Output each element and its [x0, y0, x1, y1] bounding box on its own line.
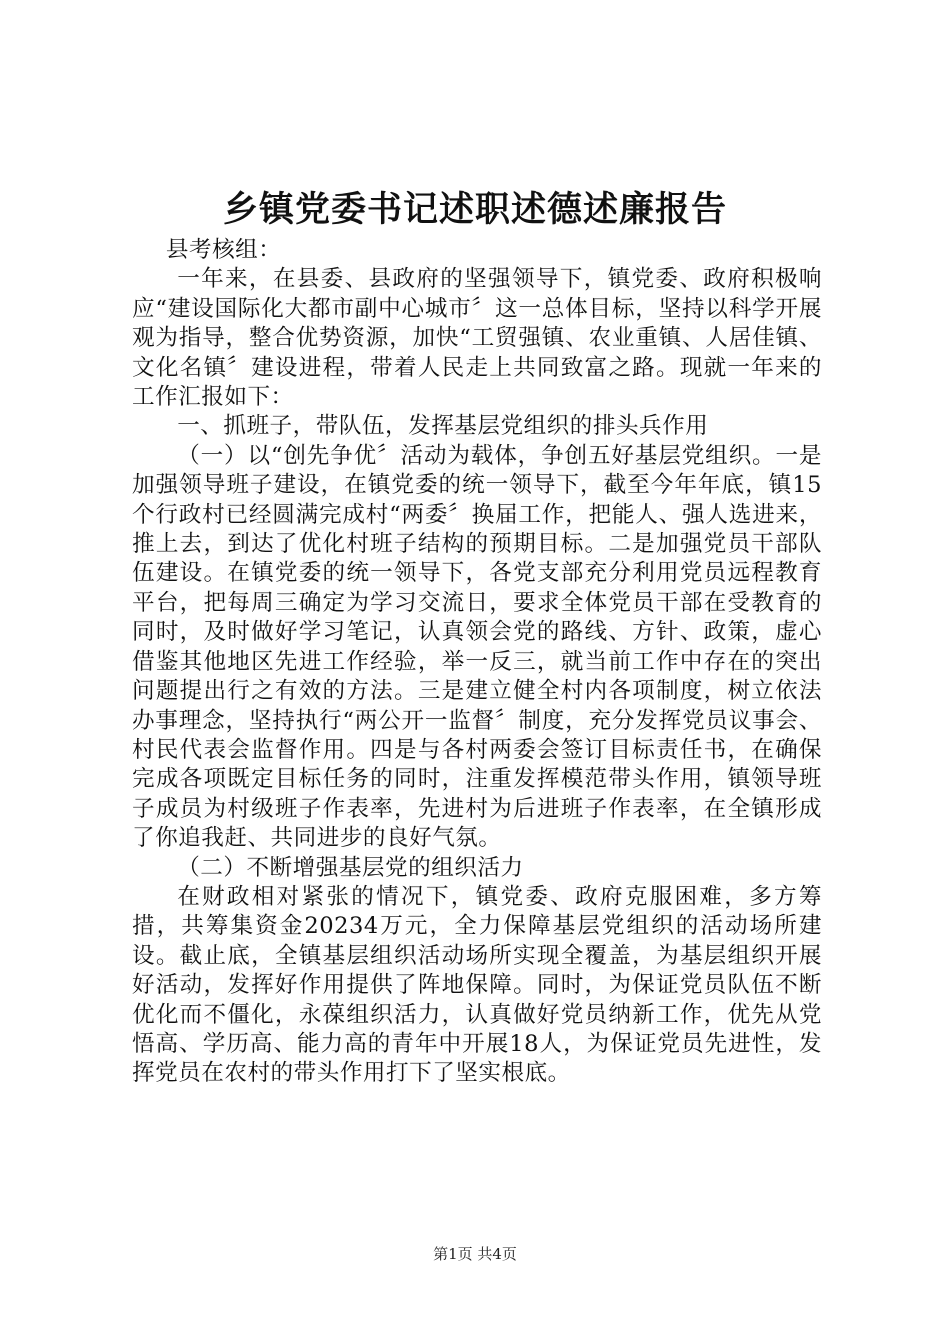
salutation: 县考核组：	[165, 237, 282, 263]
paragraph-subsection-2: 在财政相对紧张的情况下，镇党委、政府克服困难，多方筹措，共筹集资金20234万元，全力保障基层党组织的活动场所建设。截止底，全镇基层组织活动场所实现全覆盖，为基层组织开展好活动，发挥好作用提供了阵地保障。同时，为保证党员队伍不断优化而不僵化，永葆组织活力，认真做好党员纳新工作，优先从党悟高、学历高、能力高的青年中开展18人，为保证党员先进性，发挥党员在农村的带头作用打下了坚实根底。	[132, 883, 822, 1087]
section-heading-1: 一、抓班子，带队伍，发挥基层党组织的排头兵作用	[177, 413, 709, 440]
document-title: 乡镇党委书记述职述德述廉报告	[222, 189, 727, 230]
subsection-heading-2: （二）不断增强基层党的组织活力	[177, 854, 524, 881]
paragraph-intro: 一年来，在县委、县政府的坚强领导下，镇党委、政府积极响应“建设国际化大都市副中心城市〞这一总体目标，坚持以科学开展观为指导，整合优势资源，加快“工贸强镇、农业重镇、人居佳镇、文化名镇〞建设进程，带着人民走上共同致富之路。现就一年来的工作汇报如下：	[132, 266, 822, 411]
page-footer: 第1页 共4页	[433, 1245, 517, 1263]
document-body	[132, 236, 822, 1089]
paragraph-subsection-1: （一）以“创先争优〞活动为载体，争创五好基层党组织。一是加强领导班子建设，在镇党委的统一领导下，截至今年年底，镇15个行政村已经圆满完成村“两委〞换届工作，把能人、强人选进来，推上去，到达了优化村班子结构的预期目标。二是加强党员干部队伍建设。在镇党委的统一领导下，各党支部充分利用党员远程教育平台，把每周三确定为学习交流日，要求全体党员干部在受教育的同时，及时做好学习笔记，认真领会党的路线、方针、政策，虚心借鉴其他地区先进工作经验，举一反三，就当前工作中存在的突出问题提出行之有效的方法。三是建立健全村内各项制度，树立依法办事理念，坚持执行“两公开一监督〞制度，充分发挥党员议事会、村民代表会监督作用。四是与各村两委会签订目标责任书，在确保完成各项既定目标任务的同时，注重发挥模范带头作用，镇领导班子成员为村级班子作表率，先进村为后进班子作表率，在全镇形成了你追我赶、共同进步的良好气氛。	[132, 442, 822, 852]
